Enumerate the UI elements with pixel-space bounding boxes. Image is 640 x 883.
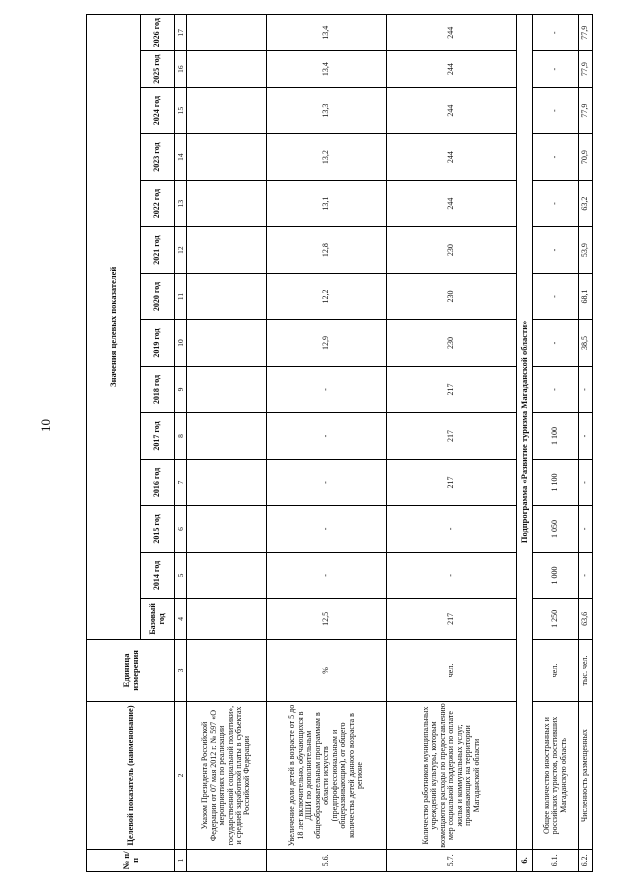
year-value [187, 227, 267, 273]
year-value: 70,9 [579, 134, 593, 180]
header-year: 2023 год [141, 134, 175, 180]
page-number: 10 [38, 419, 53, 432]
year-value: 77,9 [579, 15, 593, 51]
table-row [387, 15, 517, 872]
year-value: 13,3 [267, 87, 387, 133]
year-value: - [533, 51, 579, 87]
year-value: 13,4 [267, 15, 387, 51]
year-value [187, 552, 267, 598]
year-value [187, 366, 267, 412]
header-year: 2022 год [141, 180, 175, 226]
year-value: 244 [387, 15, 517, 51]
year-value [187, 320, 267, 366]
column-number: 9 [175, 366, 187, 412]
indicator-unit: % [267, 639, 387, 702]
indicator-unit [187, 639, 267, 702]
column-number: 13 [175, 180, 187, 226]
year-value: - [267, 506, 387, 552]
year-value: 244 [387, 87, 517, 133]
year-value: 68,1 [579, 273, 593, 319]
target-indicators-table [86, 14, 593, 872]
header-year: 2021 год [141, 227, 175, 273]
year-value: 13,1 [267, 180, 387, 226]
year-value: - [533, 320, 579, 366]
table-row [187, 15, 267, 872]
row-num: 6.2. [579, 849, 593, 871]
rotated-table-page [86, 14, 590, 872]
column-number: 17 [175, 15, 187, 51]
year-value: - [267, 413, 387, 459]
year-value: - [267, 552, 387, 598]
column-number: 10 [175, 320, 187, 366]
year-value [187, 413, 267, 459]
year-value: - [267, 366, 387, 412]
column-number: 3 [175, 639, 187, 702]
year-value: 217 [387, 459, 517, 505]
column-number: 6 [175, 506, 187, 552]
header-year: 2025 год [141, 51, 175, 87]
header-num: № п/п [87, 849, 175, 871]
year-value [187, 51, 267, 87]
indicator-name: Указом Президента Российской Федерации от 07 мая 2012 г. № 597 «О мероприятиях по реализации государственной социальной политики», и средней заработной платы в субъектах Российской Федерации [187, 702, 267, 850]
base-year-value: 1 250 [533, 599, 579, 639]
year-value [187, 15, 267, 51]
column-number: 2 [175, 702, 187, 850]
year-value: - [267, 459, 387, 505]
header-year: 2016 год [141, 459, 175, 505]
year-value: 230 [387, 227, 517, 273]
base-year-value: 63,6 [579, 599, 593, 639]
header-year: 2018 год [141, 366, 175, 412]
year-value: 1 050 [533, 506, 579, 552]
year-value: - [533, 15, 579, 51]
year-value: 244 [387, 180, 517, 226]
indicator-name: Увеличение доли детей в возрасте от 5 до 18 лет включительно, обучающихся в ДШИ по дополнительным общеобразовательным программам в области искусств (предпрофессиональным и общеразвивающим), от общего количества детей данного возраста в регионе [267, 702, 387, 850]
year-value: - [533, 227, 579, 273]
column-number: 5 [175, 552, 187, 598]
year-value: 217 [387, 366, 517, 412]
indicator-name: Численность размещенных [579, 702, 593, 850]
year-value: 1 100 [533, 459, 579, 505]
year-value [187, 506, 267, 552]
year-value: - [579, 366, 593, 412]
year-value: - [579, 459, 593, 505]
year-value: 244 [387, 51, 517, 87]
year-value [187, 134, 267, 180]
year-value: - [387, 506, 517, 552]
year-value: 77,9 [579, 87, 593, 133]
year-value: 13,4 [267, 51, 387, 87]
year-value: 1 000 [533, 552, 579, 598]
year-value: 230 [387, 273, 517, 319]
year-value: - [533, 134, 579, 180]
year-value: - [579, 552, 593, 598]
header-year: 2019 год [141, 320, 175, 366]
year-value: - [533, 87, 579, 133]
year-value: 13,2 [267, 134, 387, 180]
column-number: 8 [175, 413, 187, 459]
year-value: 63,2 [579, 180, 593, 226]
row-num: 5.6. [267, 849, 387, 871]
column-number: 12 [175, 227, 187, 273]
header-year: 2014 год [141, 552, 175, 598]
table-row [267, 15, 387, 872]
year-value: - [533, 180, 579, 226]
year-value [187, 273, 267, 319]
section-row [517, 15, 533, 872]
column-number: 4 [175, 599, 187, 639]
year-value: 244 [387, 134, 517, 180]
year-value: 38,5 [579, 320, 593, 366]
year-value: - [579, 506, 593, 552]
header-year: 2017 год [141, 413, 175, 459]
header-year: 2020 год [141, 273, 175, 319]
indicator-unit: чел. [533, 639, 579, 702]
header-year: 2026 год [141, 15, 175, 51]
header-year: 2024 год [141, 87, 175, 133]
year-value: 53,9 [579, 227, 593, 273]
year-value: 12,8 [267, 227, 387, 273]
column-number: 11 [175, 273, 187, 319]
indicator-unit: чел. [387, 639, 517, 702]
header-base-year: Базовый год [141, 599, 175, 639]
column-number: 15 [175, 87, 187, 133]
header-values-group: Значения целевых показателей [87, 15, 141, 640]
row-num: 5.7. [387, 849, 517, 871]
year-value [187, 459, 267, 505]
year-value: - [579, 413, 593, 459]
row-num: 6.1. [533, 849, 579, 871]
column-number: 16 [175, 51, 187, 87]
header-name: Целевой показатель (наименование) [87, 702, 175, 850]
base-year-value: 12,5 [267, 599, 387, 639]
year-value: 77,9 [579, 51, 593, 87]
year-value: 12,2 [267, 273, 387, 319]
column-number: 1 [175, 849, 187, 871]
year-value: 217 [387, 413, 517, 459]
header-year: 2015 год [141, 506, 175, 552]
base-year-value: 217 [387, 599, 517, 639]
column-number: 14 [175, 134, 187, 180]
base-year-value [187, 599, 267, 639]
year-value: 1 100 [533, 413, 579, 459]
year-value [187, 180, 267, 226]
indicator-name: Количество работников муниципальных учреждений культуры, которым возмещаются расходы по предоставлению мер социальной поддержки по оплате жилья и коммунальных услуг, проживающих на территории Магаданской области [387, 702, 517, 850]
year-value: - [533, 273, 579, 319]
year-value [187, 87, 267, 133]
year-value: - [387, 552, 517, 598]
table-row [533, 15, 579, 872]
column-number-row [175, 15, 187, 872]
indicator-name: Общее количество иностранных и российских туристов, посетивших Магаданскую область [533, 702, 579, 850]
row-num [187, 849, 267, 871]
year-value: - [533, 366, 579, 412]
table-row [579, 15, 593, 872]
header-unit: Единица измерения [87, 639, 175, 702]
year-value: 230 [387, 320, 517, 366]
section-num: 6. [517, 849, 533, 871]
year-value: 12,9 [267, 320, 387, 366]
indicator-unit: тыс. чел. [579, 639, 593, 702]
section-title: Подпрограмма «Развитие туризма Магаданской области» [517, 15, 533, 850]
column-number: 7 [175, 459, 187, 505]
